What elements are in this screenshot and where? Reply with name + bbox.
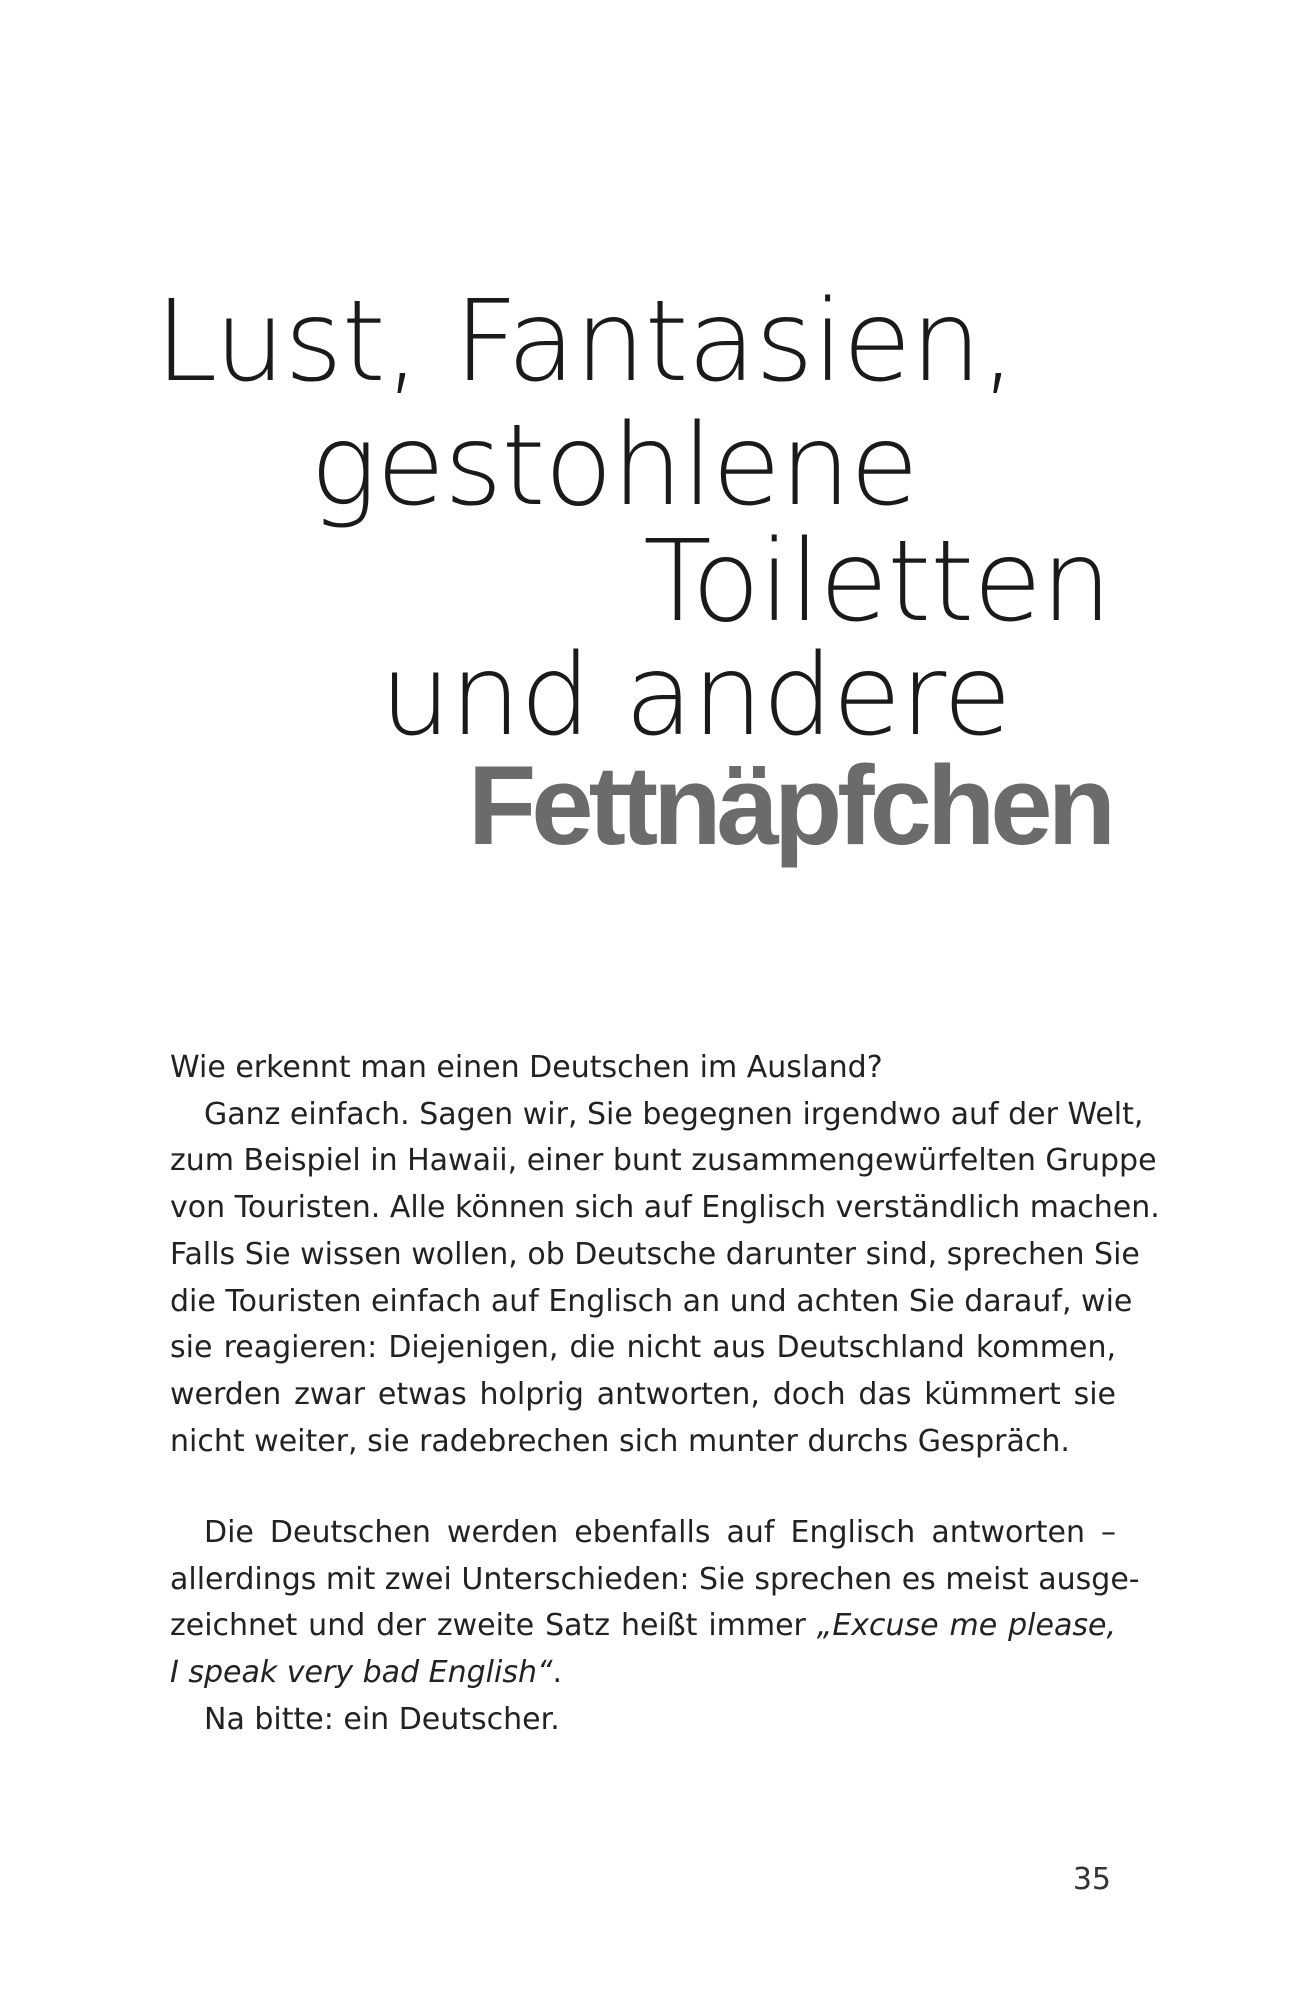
page-number: 35 <box>1072 1862 1111 1897</box>
text-line: Wie erkennt man einen Deutschen im Ausland? <box>170 1050 883 1085</box>
text-line: werden zwar etwas holprig antworten, doch das kümmert sie <box>170 1376 1116 1412</box>
text-run: . <box>552 1655 563 1691</box>
text-line: Falls Sie wissen wollen, ob Deutsche darunter sind, sprechen Sie <box>170 1236 1140 1272</box>
chapter-title-line-3: Toiletten <box>643 517 1111 647</box>
text-line: sie reagieren: Diejenigen, die nicht aus Deutschland kommen, <box>170 1330 1116 1366</box>
quote-text: „Excuse me please, <box>816 1608 1116 1644</box>
text-line: allerdings mit zwei Unterschieden: Sie sprechen es meist ausge- <box>170 1561 1140 1597</box>
text-line: zum Beispiel in Hawaii, einer bunt zusammengewürfelten Gruppe <box>170 1143 1157 1179</box>
chapter-title-line-2: gestohlene <box>310 401 918 531</box>
text-line <box>170 1650 1116 1697</box>
text-run: zeichnet und der zweite Satz heißt immer <box>170 1608 817 1644</box>
text-line: Die Deutschen werden ebenfalls auf Englisch antworten – <box>204 1515 1116 1550</box>
paragraph-2 <box>170 1510 1140 1744</box>
text-line: Ganz einfach. Sagen wir, Sie begegnen irgendwo auf der Welt, <box>204 1096 1144 1132</box>
quote-text: I speak very bad English“ <box>170 1655 553 1691</box>
text-line: Na bitte: ein Deutscher. <box>204 1701 560 1737</box>
text-line: die Touristen einfach auf Englisch an und achten Sie darauf, wie <box>170 1283 1133 1319</box>
paragraph-1 <box>170 1045 1160 1465</box>
text-line: von Touristen. Alle können sich auf Englisch verständlich machen. <box>170 1190 1160 1226</box>
chapter-title-line-1: Lust, Fantasien, <box>155 277 1016 407</box>
text-line <box>170 1603 1116 1650</box>
text-line: nicht weiter, sie radebrechen sich munter durchs Gespräch. <box>170 1423 1070 1459</box>
chapter-title-emphasis: Fettnäpfchen <box>467 743 1111 868</box>
chapter-title-line-4: und andere <box>380 631 1011 761</box>
